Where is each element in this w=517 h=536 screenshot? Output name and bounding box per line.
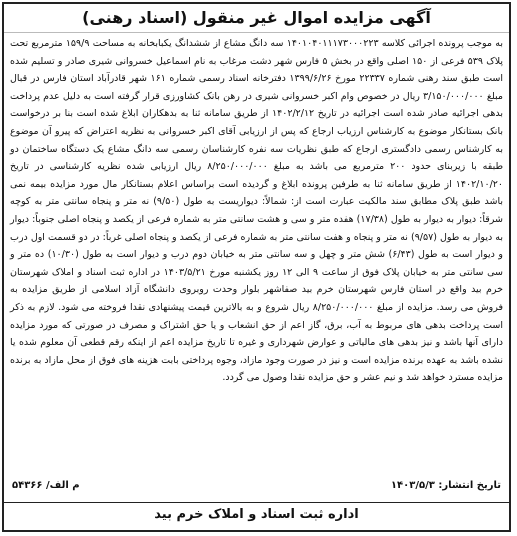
footer-divider — [4, 502, 509, 503]
issuing-office: اداره ثبت اسناد و املاک خرم بید — [154, 507, 359, 522]
publish-label: تاریخ انتشار: — [438, 480, 501, 491]
notice-body: به موجب پرونده اجرائی کلاسه ۱۴۰۱۰۴۰۱۱۱۷۳۰۰۰۲۲۳ سه دانگ مشاع از ششدانگ یکبابخانه به مساحت ۱۵۹/۹ مترمربع تحت پلاک ۵۳۹ فرعی از ۱۵۰ اصلی واقع در بخش ۵ فارس شهر دشت مرغاب به نام اسماعیل خسروانی شیری صادر و تسلیم شده است طبق سند رهنی شماره ۲۲۳۳۷ مورخ ۱۳۹۹/۶/۲۶ دفترخانه اسناد رسمی شماره ۱۶۱ شهر قادرآباد استان فارس در قبال مبلغ ۳/۱۵۰/۰۰۰/۰۰۰ ریال در خصوص وام اکبر خسروانی شیری در رهن بانک کشاورزی قرار گرفته است به دلیل عدم پرداخت بدهی اجرائیه صادر شده است اجرائیه در تاریخ ۱۴۰۲/۲/۱۲ از طریق سامانه ثنا به بدهکاران ابلاغ شده است بنا بر درخواست بانک بستانکار موضوع به کارشناس ارزیاب ارجاع که پس از ارزیابی آقای اکبر خسروانی به نظریه اعتراض که پیرو آن موضوع به کارشناس رسمی دادگستری ارجاع که طبق نظریات سه نفره کارشناسان رسمی سه دانگ مشاع یک دستگاه ساختمان دو طبقه با زیربنای حدود ۲۰۰ مترمربع می باشد به مبلغ ۸/۲۵۰/۰۰۰/۰۰۰ ریال ارزیابی شده نظریه کارشناسی در تاریخ ۱۴۰۲/۱۰/۲۰ از طریق سامانه ثنا به طرفین پرونده ابلاغ و گردیده است براساس اعلام بستانکار مال مورد مزایده بیمه نمی باشد طبق پلاک مطابق سند مالکیت عبارت است از: شمالاً: دیواریست به طول (۹/۵۰) نه متر و پنجاه سانتی متر به کوچه شرقاً: دیوار به دیوار به طول (۱۷/۳۸) هفده متر و سی و هشت سانتی متر به شماره فرعی از یکصد و پنجاه اصلی جنوباً: دیوار به دیوار به طول (۹/۵۷) نه متر و پنجاه و هفت سانتی متر به شماره فرعی از یکصد و پنجاه اصلی غرباً: در دو قسمت اول درب و دیوار است به طول (۶/۴۳) شش متر و چهل و سه سانتی متر به خیابان دوم درب و دیوار است به طول (۱۰/۳۰) ده متر و سی سانتی متر به خیابان پلاک فوق از ساعت ۹ الی ۱۲ روز یکشنبه مورخ ۱۴۰۳/۵/۲۱ در اداره ثبت اسناد و املاک شهرستان خرم بید واقع در استان فارس شهرستان خرم بید صفاشهر بلوار وحدت روبروی دانشگاه آزاد اسلامی از طریق مزایده به فروش می رسد. مزایده از مبلغ ۸/۲۵۰/۰۰۰/۰۰۰ ریال شروع و به بالاترین قیمت پیشنهادی نقدا فروخته می شود. لازم به ذکر است پرداخت بدهی های مربوط به آب، برق، گاز اعم از حق انشعاب و یا حق اشتراک و مصرف در صورتی که مورد مزایده دارای آنها باشد و نیز بدهی های مالیاتی و عوارض شهرداری و غیره تا تاریخ مزایده اعم از اینکه رقم قطعی آن معلوم شده یا نشده باشد به عهده برنده مزایده است و نیز در صورت وجود مازاد، وجوه پرداختی بابت هزینه های فوق از محل مازاد به برنده مزایده مسترد خواهد شد و نیم عشر و حق مزایده نقدا وصول می گردد. — [10, 38, 504, 384]
publish-date: ۱۴۰۳/۵/۳ — [390, 480, 435, 491]
reference-code: م الف/ ۵۴۳۶۶ — [12, 480, 80, 491]
auction-notice — [2, 2, 511, 532]
publish-info — [391, 480, 501, 491]
notice-title: آگهی مزایده اموال غیر منقول (اسناد رهنی) — [4, 4, 509, 33]
notice-meta-row — [12, 480, 501, 491]
